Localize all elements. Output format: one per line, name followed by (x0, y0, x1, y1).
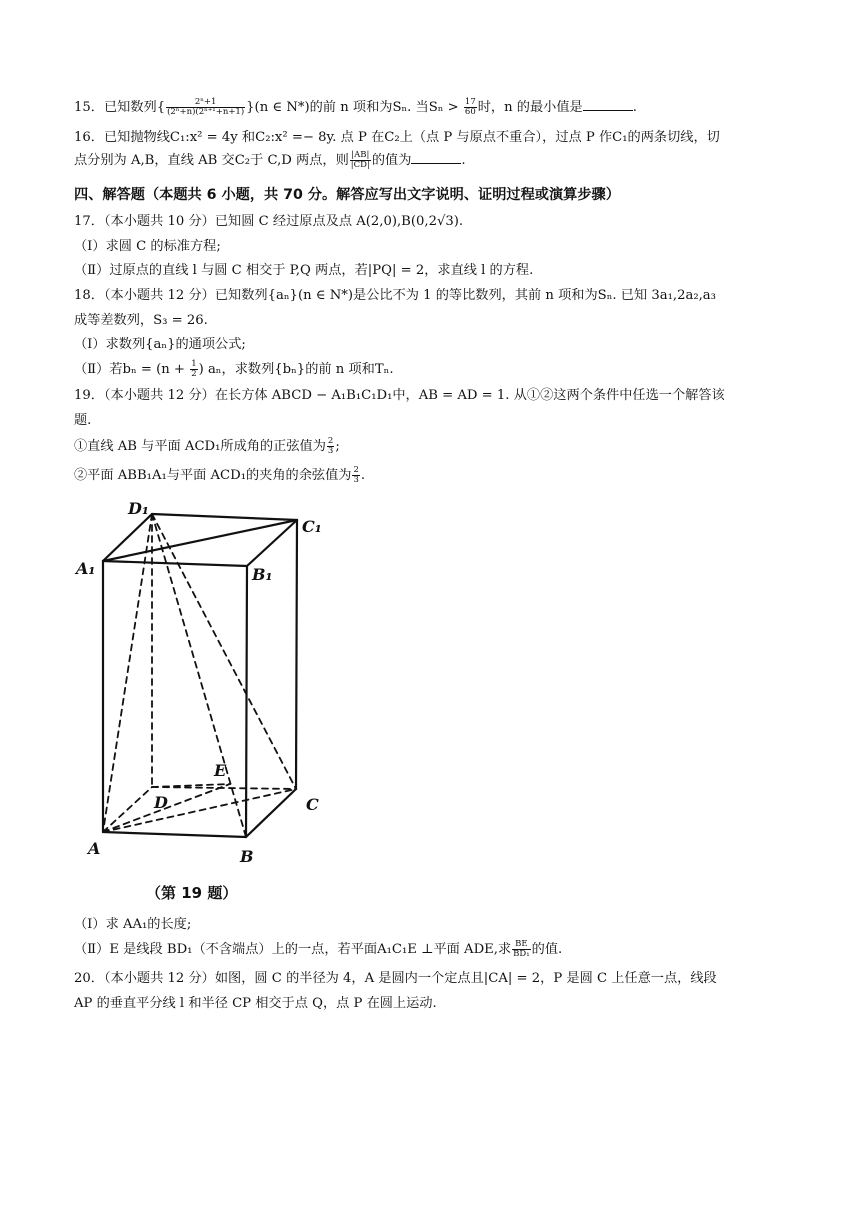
fraction-numerator: 2 (327, 436, 334, 446)
question-17-part2: （Ⅱ）过原点的直线 l 与圆 C 相交于 P,Q 两点，若|PQ| = 2，求直线 l 的方程. (74, 263, 534, 278)
cuboid-diagram (66, 500, 336, 910)
fraction-denominator: 3 (353, 475, 359, 485)
edge-c-c1 (296, 520, 297, 789)
text: 点分别为 A,B，直线 AB 交C₂于 C,D 两点，则 (74, 153, 349, 168)
question-19: 19．（本小题共 12 分）在长方体 ABCD − A₁B₁C₁D₁中，AB = AD = 1. 从①②这两个条件中任选一个解答该 (74, 388, 725, 403)
fraction-numerator: |AB| (351, 150, 370, 160)
question-19-part2 (74, 940, 790, 959)
label-d: D (154, 793, 168, 812)
edge-c1-b1 (247, 520, 297, 566)
edge-a-b (103, 832, 246, 837)
text: ①直线 AB 与平面 ACD₁所成角的正弦值为 (74, 439, 326, 454)
fraction (190, 360, 197, 379)
edge-b-c (246, 789, 296, 837)
question-16-line2: 点分别为 A,B，直线 AB 交C₂于 C,D 两点，则 $\frac{|AB|}{|CD|}$ 的值为 . (74, 150, 466, 170)
edge-a1-b1 (103, 561, 247, 566)
section-heading: 四、解答题（本题共 6 小题，共 70 分。解答应写出文字说明、证明过程或演算步骤） (74, 187, 620, 203)
condition-1 (74, 437, 790, 456)
fraction (327, 437, 334, 456)
hidden-line-d-e (152, 784, 230, 787)
question-17: 17．（本小题共 10 分）已知圆 C 经过原点及点 A(2,0),B(0,2√3). (74, 214, 464, 229)
fraction-denominator: |CD| (350, 160, 370, 170)
fraction-numerator: 17 (464, 97, 476, 107)
hidden-edge-a-d (103, 787, 152, 832)
fraction (512, 940, 530, 959)
text: 已知数列{ (103, 100, 166, 115)
fraction-numerator: 2 (353, 465, 359, 475)
label-c: C (306, 795, 319, 814)
question-19-part1: （Ⅰ）求 AA₁的长度; (74, 917, 192, 932)
label-b1: B₁ (252, 565, 273, 584)
text: （Ⅱ）若bₙ = (n + (74, 362, 190, 377)
fraction-denominator: 3 (327, 446, 334, 456)
text: . (360, 468, 366, 483)
question-20: 20．（本小题共 12 分）如图，圆 C 的半径为 4，A 是圆内一个定点且|CA| = 2，P 是圆 C 上任意一点，线段 (74, 971, 717, 986)
label-a: A (88, 839, 101, 858)
question-18-part1: （Ⅰ）求数列{aₙ}的通项公式; (74, 337, 246, 352)
question-18: 18．（本小题共 12 分）已知数列{aₙ}(n ∈ N*)是公比不为 1 的等比数列，其前 n 项和为Sₙ. 已知 3a₁,2a₂,a₃ (74, 288, 716, 303)
label-b: B (240, 847, 254, 866)
fraction-denominator: BD₁ (513, 949, 530, 959)
fraction (166, 98, 245, 117)
cuboid-figure (66, 500, 336, 910)
question-number: 15． (74, 100, 104, 115)
text: ) aₙ，求数列{bₙ}的前 n 项和Tₙ. (198, 362, 394, 377)
hidden-edge-d-c (152, 787, 296, 789)
diagonal-a1-c1 (103, 520, 297, 561)
edge-a1-d1 (103, 514, 152, 561)
question-20-line2: AP 的垂直平分线 l 和半径 CP 相交于点 Q，点 P 在圆上运动. (74, 996, 437, 1011)
question-17-part1: （Ⅰ）求圆 C 的标准方程; (74, 239, 221, 254)
text: ②平面 ABB₁A₁与平面 ACD₁的夹角的余弦值为 (74, 468, 352, 483)
text: 已知抛物线C₁:x² = 4y 和C₂:x² =− 8y. 点 P 在C₂上（点 P 与原点不重合），过点 P 作C₁的两条切线，切 (103, 130, 720, 145)
question-18-line2: 成等差数列，S₃ = 26. (74, 313, 208, 328)
fraction (464, 98, 477, 117)
fraction (352, 466, 359, 485)
hidden-line-d1-c (152, 514, 296, 789)
question-16-line1 (74, 129, 790, 147)
answer-blank (583, 98, 633, 111)
answer-blank (411, 151, 461, 164)
text: 时，n 的最小值是 (477, 100, 583, 115)
text: ; (335, 439, 340, 454)
fraction-numerator: 2ⁿ+1 (166, 98, 245, 108)
question-19-line2: 题. (74, 413, 92, 428)
question-number: 16． (74, 130, 104, 145)
condition-2 (74, 466, 790, 485)
fraction-numerator: 1 (191, 359, 197, 369)
fraction-denominator: (2ⁿ+n)(2ⁿ⁺¹+n+1) (167, 107, 245, 117)
text: }(n ∈ N*)的前 n 项和为Sₙ. 当Sₙ > (246, 100, 463, 115)
label-a1: A₁ (76, 559, 96, 578)
fraction-denominator: 2 (191, 369, 197, 379)
text: （Ⅱ）E 是线段 BD₁（不含端点）上的一点，若平面A₁C₁E ⊥平面 ADE,求 (74, 942, 512, 957)
edge-b-b1 (246, 566, 247, 837)
question-18-part2 (74, 360, 790, 379)
edge-d1-c1 (152, 514, 297, 520)
text: 的值为 (371, 153, 412, 168)
label-e: E (214, 761, 227, 780)
fraction (350, 151, 371, 170)
fraction-denominator: 60 (464, 107, 476, 117)
figure-caption: （第 19 题） (146, 884, 238, 902)
fraction-numerator: BE (512, 940, 530, 950)
text: 的值. (531, 942, 563, 957)
question-15: 15．已知数列{ $\frac{\text{2ⁿ+1}}{\text{(2ⁿ+n)(2ⁿ⁺¹+n+1)}}$ }(n ∈ N*)的前 n 项和为Sₙ. 当Sₙ > $\frac{17}{60}$ 时，n 的最小值是 . (74, 97, 637, 117)
label-d1: D₁ (128, 500, 149, 518)
label-c1: C₁ (302, 517, 322, 536)
